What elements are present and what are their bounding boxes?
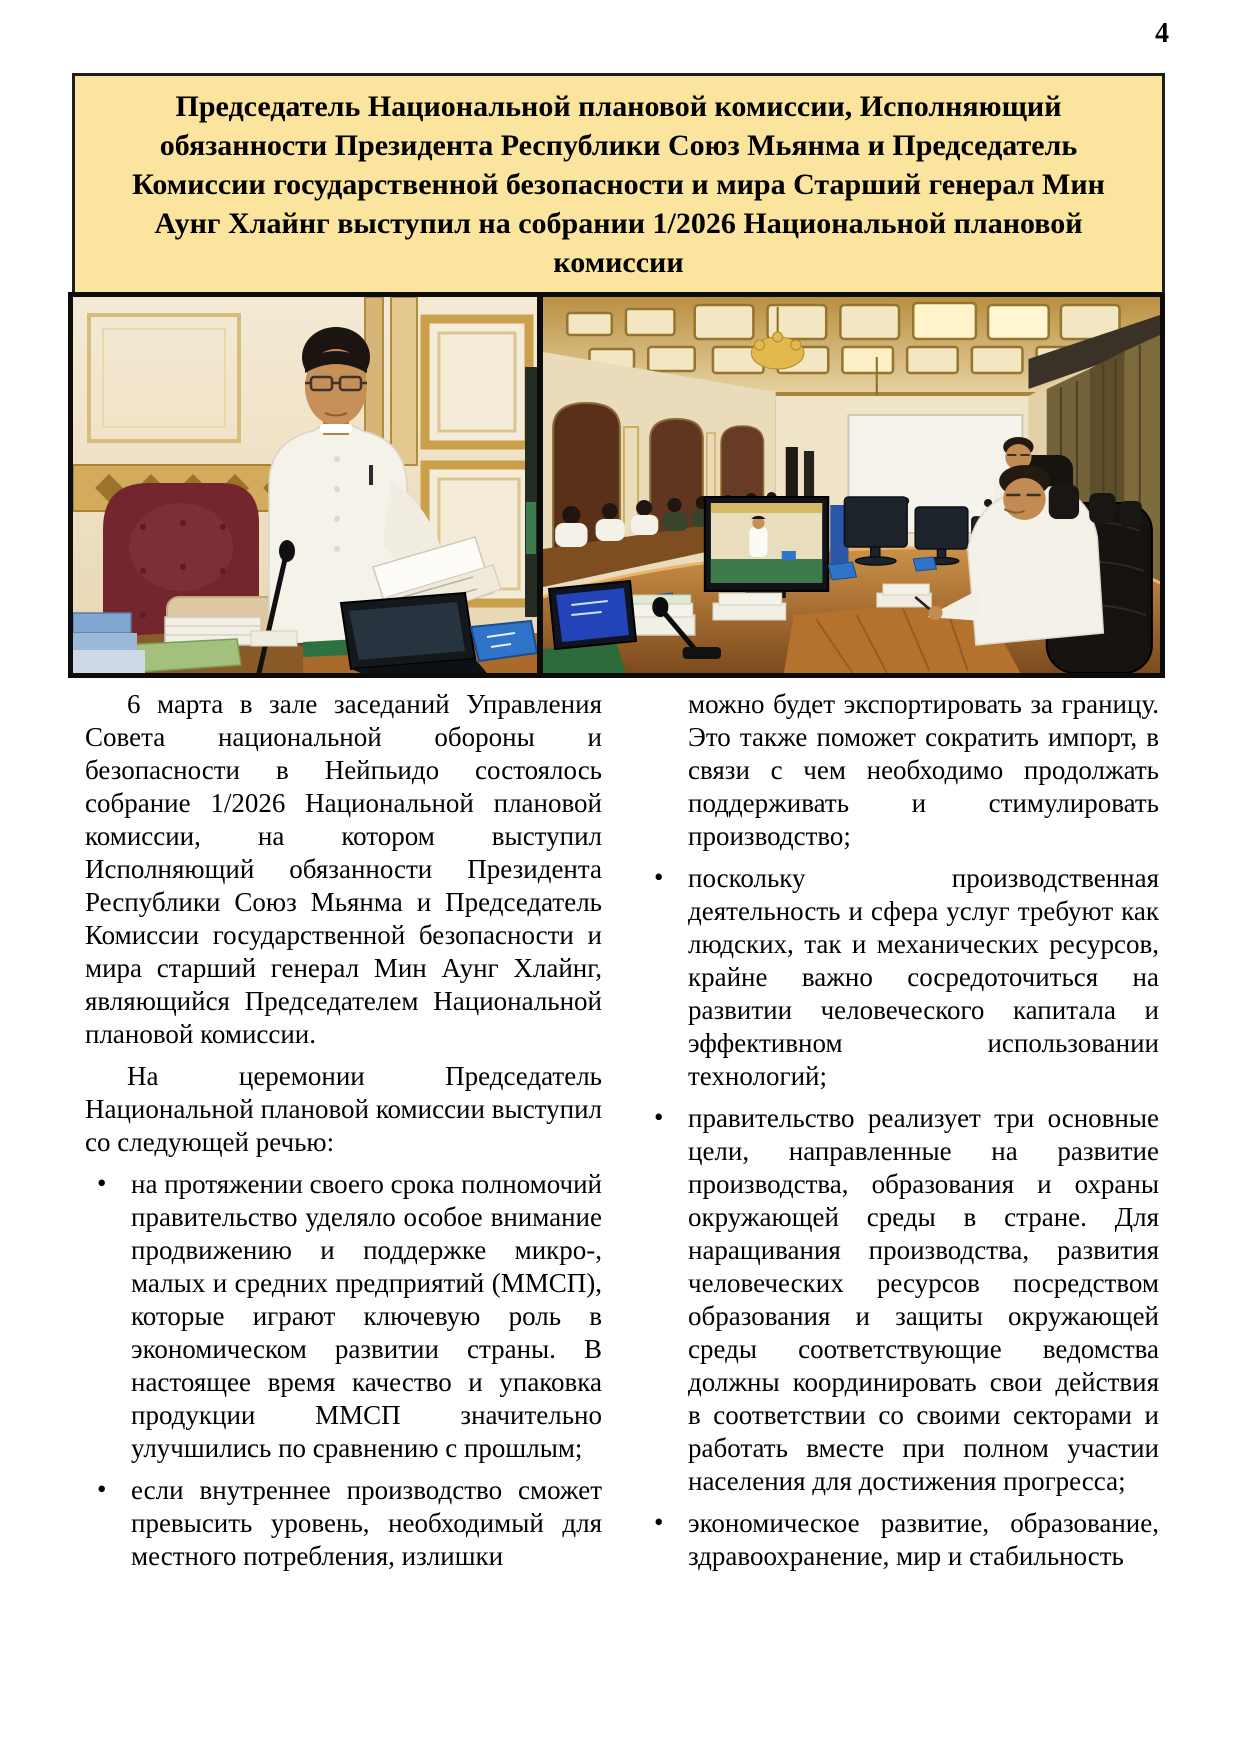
bullet-item: • правительство реализует три основные цели, направленные на развитие производства, образования и охраны окружающей среды в стране. Для наращивания производства, развития человеческих ресурсов посредством образования и защиты окружающей среды соответствующие ведомства должны координировать свои действия в соответствии со своими секторами и работать вместе при полном участии населения для достижения прогресса; (654, 1102, 1159, 1496)
bullet-marker: • (654, 1507, 664, 1537)
photo-speaker-at-desk (73, 297, 537, 673)
bullet-marker: • (654, 862, 664, 892)
bullet-marker: • (97, 1474, 107, 1504)
article-title: Председатель Национальной плановой комиссии, Исполняющий обязанности Президента Республики Союз Мьянма и Председатель Комиссии государственной безопасности и мира Старший генерал Мин Аунг Хлайнг выступил на собрании 1/2026 Национальной плановой комиссии (132, 90, 1105, 279)
bullet-marker: • (97, 1168, 107, 1198)
photo-hall-illustration (543, 297, 1160, 673)
blue-books (73, 613, 131, 633)
right-edge-monitor (525, 367, 537, 617)
article-body (85, 688, 1159, 1582)
name-placard (471, 621, 537, 661)
bullet-marker: • (654, 1102, 664, 1132)
paragraph: 6 марта в зале заседаний Управления Совета национальной обороны и безопасности в Нейпьидо состоялось собрание 1/2026 Национальной плановой комиссии, на котором выступил Исполняющий обязанности Президента Республики Союз Мьянма и Председатель Комиссии государственной безопасности и мира старший генерал Мин Аунг Хлайнг, являющийся Председателем Национальной плановой комиссии. (85, 689, 602, 1049)
meeting-photos (68, 292, 1165, 678)
bullet-item: • поскольку производственная деятельность и сфера услуг требуют как людских, так и механических ресурсов, крайне важно сосредоточиться на развитии человеческого капитала и эффективном использовании технологий; (654, 862, 1159, 1091)
paragraph: можно будет экспортировать за границу. Это также поможет сократить импорт, в связи с чем необходимо продолжать поддерживать и стимулировать производство; (688, 689, 1159, 851)
bullet-item: • экономическое развитие, образование, здравоохранение, мир и стабильность (654, 1507, 1159, 1571)
bullet-item: • если внутреннее производство сможет превысить уровень, необходимый для местного потребления, излишки (97, 1474, 602, 1571)
page-number: 4 (1155, 18, 1169, 49)
bullet-item: • на протяжении своего срока полномочий правительство уделяло особое внимание продвижению и поддержке микро-, малых и средних предприятий (ММСП), которые играют ключевую роль в экономическом развитии страны. В настоящее время качество и упаковка продукции ММСП значительно улучшились по сравнению с прошлым; (97, 1168, 602, 1463)
column-right (642, 688, 1159, 1582)
photo-meeting-hall (543, 297, 1160, 673)
video-screen (705, 497, 849, 598)
article-title-box (72, 73, 1165, 298)
paragraph: На церемонии Председатель Национальной плановой комиссии выступил со следующей речью: (85, 1061, 602, 1157)
column-left (85, 688, 602, 1582)
photo-speaker-illustration (73, 297, 537, 673)
